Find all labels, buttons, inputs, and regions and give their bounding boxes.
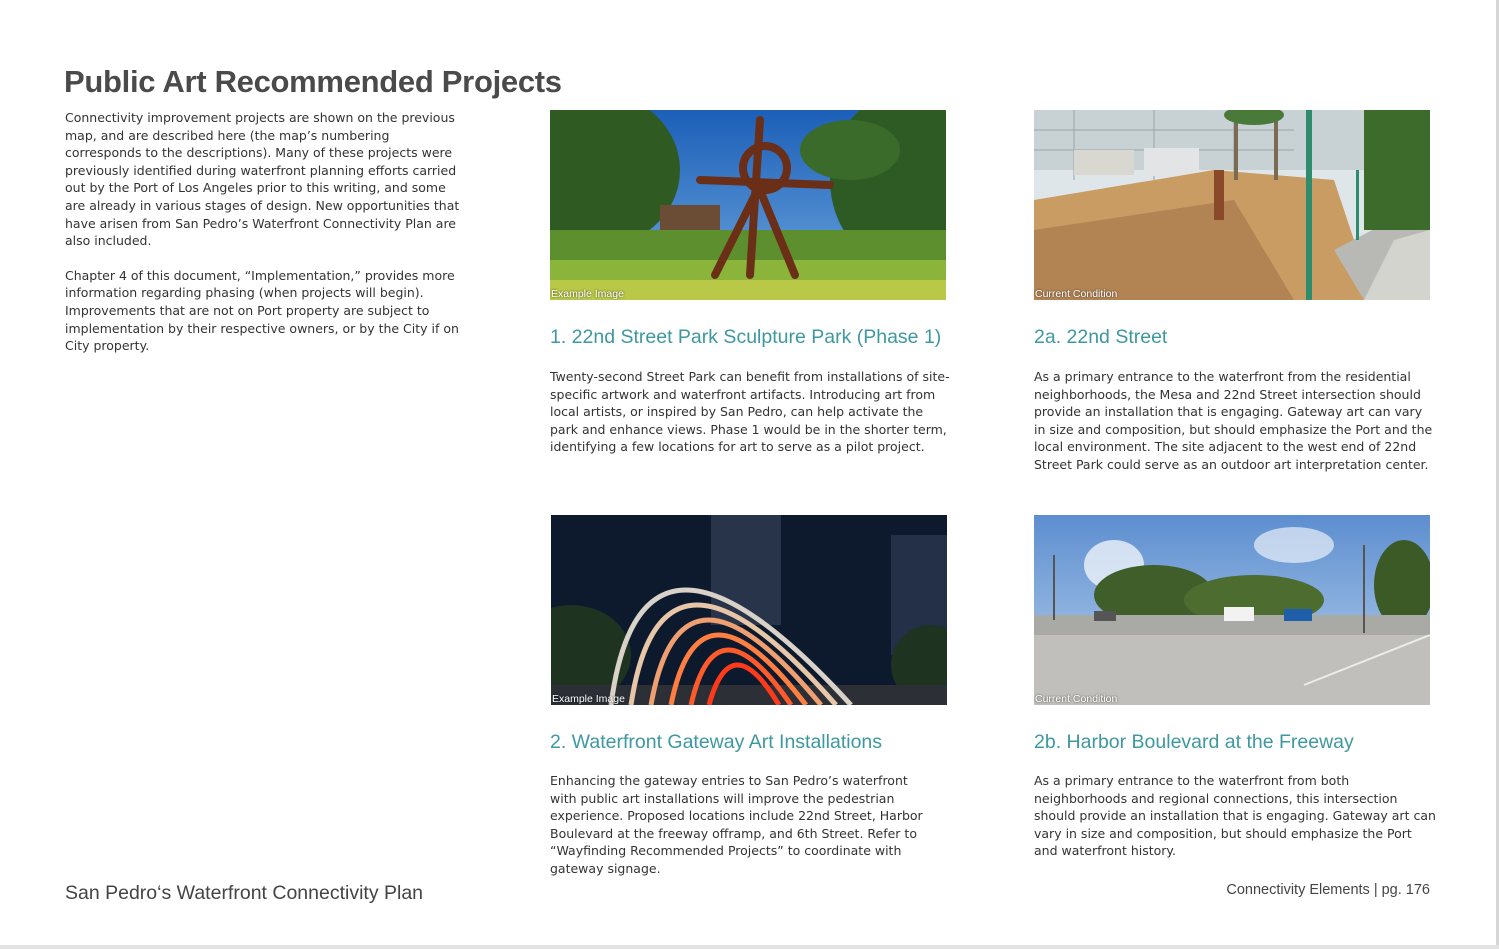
project-2-title: 2. Waterfront Gateway Art Installations — [550, 731, 883, 753]
intro-paragraph-1: Connectivity improvement projects are shown on the previous map, and are described here (the map’s numbering corresponds to the descriptions). Many of these projects were previously identified during waterfront planning efforts carried out by the Port of Los Angeles prior to this writing, and some are already in various stages of design. New opportunities that have arisen from San Pedro’s Waterfront Connectivity Plan are also included. — [65, 110, 460, 249]
page-title: Public Art Recommended Projects — [64, 64, 562, 99]
project-2a-title: 2a. 22nd Street — [1034, 326, 1168, 348]
sculpture-park-photo — [550, 110, 946, 300]
22nd-street-photo — [1034, 110, 1430, 300]
harbor-boulevard-photo — [1034, 515, 1430, 705]
intro-text — [65, 109, 465, 372]
intro-paragraph-2: Chapter 4 of this document, “Implementation,” provides more information regarding phasing (when projects will begin). Improvements that are not on Port property are subject to implementation by their respective owners, or by the City if on City property. — [65, 267, 459, 354]
photo-caption: Current Condition — [1035, 693, 1118, 705]
project-1-title: 1. 22nd Street Park Sculpture Park (Phase 1) — [550, 326, 942, 348]
project-1-description: Twenty-second Street Park can benefit from installations of site-specific artwork and waterfront artifacts. Introducing art from local artists, or inspired by San Pedro, can help activate the park and enhance views. Phase 1 would be in the shorter term, identifying a few locations for art to serve as a pilot project. — [550, 369, 950, 455]
gateway-art-photo — [551, 515, 947, 705]
project-2b-title: 2b. Harbor Boulevard at the Freeway — [1034, 731, 1354, 753]
project-2-description: Enhancing the gateway entries to San Pedro’s waterfront with public art installations will improve the pedestrian experience. Proposed locations include 22nd Street, Harbor Boulevard at the freeway offramp, and 6th Street. Refer to “Wayfinding Recommended Projects” to coordinate with gateway signage. — [550, 773, 923, 876]
project-2a-description: As a primary entrance to the waterfront from the residential neighborhoods, the Mesa and 22nd Street intersection should provide an installation that is engaging. Gateway art can vary in size and composition, but should emphasize the Port and the local environment. The site adjacent to the west end of 22nd Street Park could serve as an outdoor art interpretation center. — [1034, 369, 1433, 472]
document-title: San Pedro‘s Waterfront Connectivity Plan — [65, 882, 424, 904]
page-bottom-rule — [0, 945, 1499, 949]
project-2b-description: As a primary entrance to the waterfront from both neighborhoods and regional connections, this intersection should provide an installation that is engaging. Gateway art can vary in size and composition, but should emphasize the Port and waterfront history. — [1034, 773, 1436, 859]
photo-caption: Current Condition — [1035, 288, 1118, 300]
photo-caption: Example Image — [552, 693, 625, 705]
photo-caption: Example Image — [551, 288, 624, 300]
page-number: Connectivity Elements | pg. 176 — [1226, 882, 1430, 898]
